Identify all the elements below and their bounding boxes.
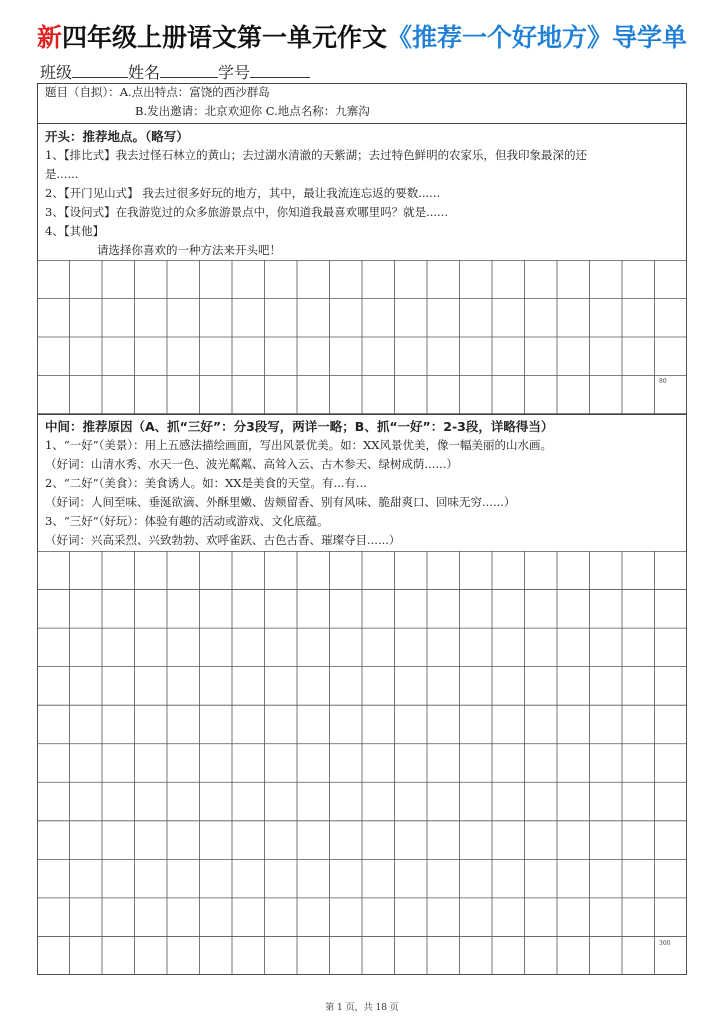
topic-line-1: 题目（自拟）：A.点出特点：富饶的西沙群岛 [45, 85, 270, 99]
middle-section [45, 417, 685, 550]
class-label: 班级 [40, 63, 73, 82]
opening-prompt: 请选择你喜欢的一种方法来开头吧！ [97, 243, 281, 257]
opening-section [45, 127, 685, 260]
topic-section [45, 83, 685, 121]
student-info-row [40, 60, 310, 83]
opening-item-1: 1、【排比式】我去过怪石林立的黄山；去过湖水清澈的天紫湖；去过特色鲜明的农家乐，但我印象最深的还 [45, 148, 588, 162]
page-footer: 第 1 页，共 18 页 [325, 1003, 399, 1013]
middle-item-1-words: （好词：山清水秀、水天一色、波光粼粼、高耸入云、古木参天、绿树成荫......） [45, 457, 458, 471]
middle-heading: 中间：推荐原因（A、抓“三好”：分3段写，两详一略；B、抓“一好”：2-3段，详略得当） [45, 419, 554, 434]
id-blank[interactable] [250, 63, 310, 78]
grid-lines [37, 260, 687, 414]
opening-item-4: 4、【其他】 [45, 224, 105, 238]
opening-item-3: 3、【设问式】在我游览过的众多旅游景点中，你知道我最喜欢哪里吗？就是...... [45, 205, 448, 219]
middle-item-2-words: （好词：人间至味、垂涎欲滴、外酥里嫩、齿颊留香、别有风味、脆甜爽口、回味无穷......） [45, 495, 516, 509]
title-prefix: 新 [36, 23, 62, 52]
title-main: 四年级上册语文第一单元作文 [61, 23, 387, 52]
middle-item-3: 3、“三好”（好玩）：体验有趣的活动或游戏、文化底蕴。 [45, 514, 329, 528]
title-suffix: 导学单 [612, 23, 688, 52]
grid-lines [37, 551, 687, 975]
divider [37, 414, 687, 415]
char-count-300: 300 [659, 940, 671, 947]
opening-item-2: 2、【开门见山式】 我去过很多好玩的地方，其中，最让我流连忘返的要数...... [45, 186, 441, 200]
divider [37, 123, 687, 124]
topic-line-2: B.发出邀请：北京欢迎你 C.地点名称：九寨沟 [135, 104, 370, 118]
name-label: 姓名 [128, 63, 161, 82]
document-title [0, 18, 724, 54]
name-blank[interactable] [160, 63, 218, 78]
char-count-80: 80 [659, 378, 667, 385]
writing-grid-opening[interactable] [37, 260, 687, 414]
opening-heading: 开头：推荐地点。（略写） [45, 129, 189, 144]
writing-grid-middle[interactable] [37, 551, 687, 975]
class-blank[interactable] [72, 63, 128, 78]
id-label: 学号 [218, 63, 251, 82]
title-highlight: 《推荐一个好地方》 [387, 23, 613, 52]
middle-item-2: 2、“二好”（美食）：美食诱人。如：XX是美食的天堂。有...有... [45, 476, 367, 490]
middle-item-1: 1、“一好”（美景）：用上五感法描绘画面，写出风景优美。如：XX风景优美，像一幅美丽的山水画。 [45, 438, 552, 452]
opening-item-1-cont: 是...... [45, 167, 79, 181]
middle-item-3-words: （好词：兴高采烈、兴致勃勃、欢呼雀跃、古色古香、璀璨夺目......） [45, 533, 401, 547]
